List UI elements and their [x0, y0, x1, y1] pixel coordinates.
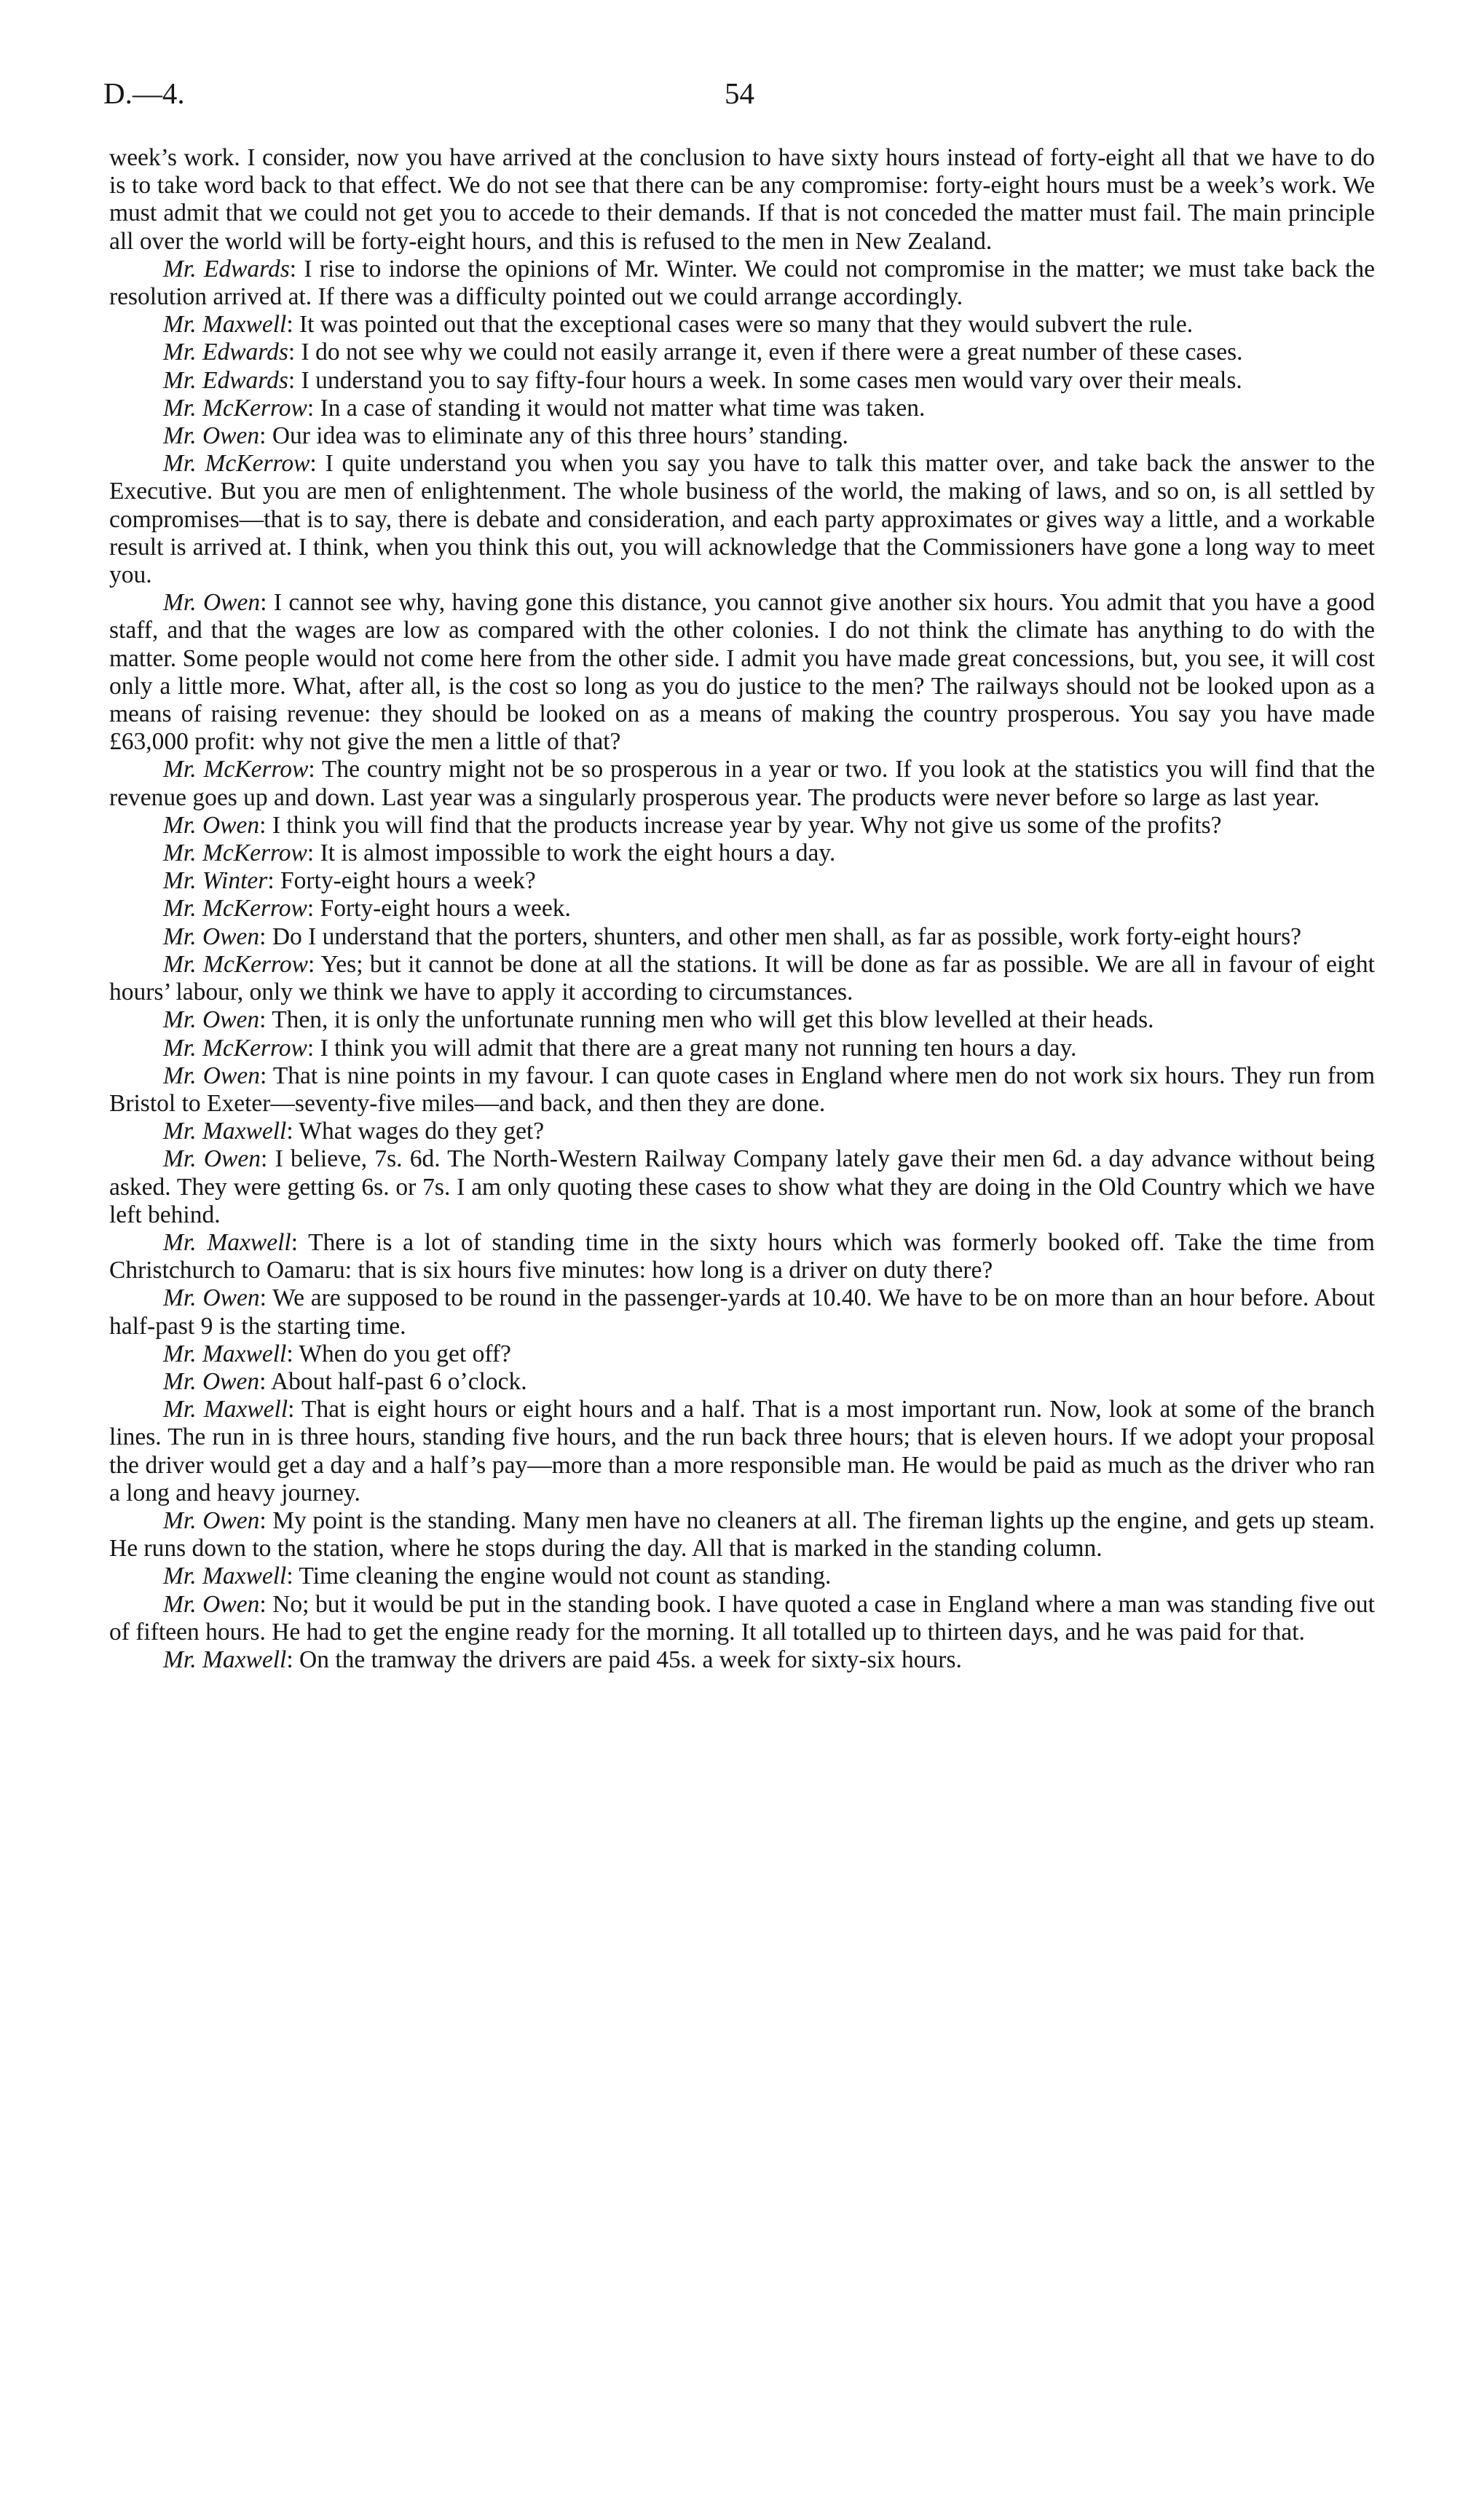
page-body — [109, 144, 1375, 1674]
paragraph-text: : I rise to indorse the opinions of Mr. Winter. We could not compromise in the matter; we must take back the resolution arrived at. If there was a difficulty pointed out we could arrange accordingly. — [109, 255, 1375, 311]
paragraph-text: : Time cleaning the engine would not count as standing. — [286, 1563, 832, 1590]
speaker-name: Mr. Owen — [163, 923, 260, 950]
paragraph-text: : In a case of standing it would not matter what time was taken. — [307, 394, 926, 422]
paragraph-text: : I cannot see why, having gone this distance, you cannot give another six hours. You admit that you have a good staff, and that the wages are low as compared with the other colonies. I do not think the climate has anything to do with the matter. Some people would not come here from the other side. I admit you have made great concessions, but, you see, it will cost only a little more. What, after all, is the cost so long as you do justice to the men? The railways should not be looked upon as a means of raising revenue: they should be looked on as a means of making the country prosperous. You say you have made £63,000 profit: why not give the men a little of that? — [109, 589, 1375, 756]
paragraph — [109, 450, 1375, 589]
speaker-name: Mr. Owen — [163, 1590, 260, 1618]
speaker-name: Mr. McKerrow — [163, 756, 309, 783]
paragraph — [109, 1062, 1375, 1118]
paragraph — [109, 951, 1375, 1006]
paragraph — [109, 311, 1375, 339]
paragraph-text: : Our idea was to eliminate any of this three hours’ standing. — [259, 422, 848, 450]
paragraph — [109, 1035, 1375, 1062]
paragraph-text: : No; but it would be put in the standing book. I have quoted a case in England where a man was standing five out of fifteen hours. He had to get the engine ready for the morning. It all totalled up to thirteen days, and he was paid for that. — [109, 1590, 1375, 1646]
paragraph — [109, 867, 1375, 895]
speaker-name: Mr. Owen — [163, 422, 260, 450]
paragraph-text: : That is eight hours or eight hours and a half. That is a most important run. Now, look at some of the branch lines. The run in is three hours, standing five hours, and the run back three hours; that is eleven hours. If we adopt your proposal the driver would get a day and a half’s pay—more than a more responsible man. He would be paid as much as the driver who ran a long and heavy journey. — [109, 1396, 1375, 1506]
paragraph-text: : What wages do they get? — [286, 1118, 545, 1145]
paragraph-text: : Then, it is only the unfortunate running men who will get this blow levelled at their heads. — [259, 1006, 1154, 1034]
paragraph-text: : I believe, 7s. 6d. The North-Western Railway Company lately gave their men 6d. a day advance without being asked. They were getting 6s. or 7s. I am only quoting these cases to show what they are doing in the Old Country which we have left behind. — [109, 1145, 1376, 1228]
paragraph — [109, 1507, 1375, 1563]
paragraph — [109, 1284, 1375, 1340]
paragraph-text: : I quite understand you when you say you have to talk this matter over, and take back the answer to the Executive. But you are men of enlightenment. The whole business of the world, the making of laws, and so on, is all settled by compromises—that is to say, there is debate and consideration, and each party approximates or gives way a little, and a workable result is arrived at. I think, when you think this out, you will acknowledge that the Commissioners have gone a long way to meet you. — [109, 450, 1375, 589]
paragraph — [109, 1368, 1375, 1396]
paragraph-text: : About half-past 6 o’clock. — [259, 1367, 527, 1395]
page-number: 54 — [725, 76, 754, 110]
paragraph — [109, 1229, 1375, 1284]
speaker-name: Mr. Winter — [163, 867, 268, 895]
speaker-name: Mr. Maxwell — [163, 311, 287, 339]
speaker-name: Mr. McKerrow — [163, 1034, 307, 1062]
paragraph — [109, 812, 1375, 840]
paragraph-text: : That is nine points in my favour. I can quote cases in England where men do not work six hours. They run from Bristol to Exeter—seventy-five miles—and back, and then they are done. — [109, 1062, 1375, 1117]
paragraph — [109, 367, 1375, 395]
paragraph — [109, 395, 1375, 422]
paragraph-text: : I think you will find that the products increase year by year. Why not give us some of the profits? — [259, 811, 1222, 839]
paragraph — [109, 1646, 1375, 1674]
speaker-name: Mr. McKerrow — [163, 895, 307, 923]
speaker-name: Mr. Owen — [163, 1367, 260, 1395]
paragraph-text: week’s work. I consider, now you have arrived at the conclusion to have sixty hours instead of forty-eight all that we have to do is to take word back to that effect. We do not see that there can be any compromise: forty-eight hours must be a week’s work. We must admit that we could not get you to accede to their demands. If that is not conceded the matter must fail. The main principle all over the world will be forty-eight hours, and this is refused to the men in New Zealand. — [109, 144, 1375, 255]
paragraph — [109, 923, 1375, 951]
speaker-name: Mr. Maxwell — [163, 1228, 291, 1256]
paragraph — [109, 1118, 1375, 1145]
paragraph-text: : The country might not be so prosperous in a year or two. If you look at the statistics you will find that the revenue goes up and down. Last year was a singularly prosperous year. The products were never before so large as last year. — [109, 756, 1375, 811]
speaker-name: Mr. Edwards — [163, 339, 288, 366]
speaker-name: Mr. Owen — [163, 1145, 261, 1173]
paragraph-text: : My point is the standing. Many men have no cleaners at all. The fireman lights up the engine, and gets up steam. He runs down to the station, where he stops during the day. All that is marked in the standing column. — [109, 1506, 1376, 1563]
paragraph — [109, 1563, 1375, 1590]
paragraph — [109, 1340, 1375, 1368]
speaker-name: Mr. Maxwell — [163, 1563, 287, 1590]
speaker-name: Mr. Maxwell — [163, 1646, 287, 1673]
speaker-name: Mr. Maxwell — [163, 1118, 287, 1145]
paragraph — [109, 589, 1375, 756]
paragraph-text: : There is a lot of standing time in the sixty hours which was formerly booked off. Take the time from Christchurch to Oamaru: that is six hours five minutes: how long is a driver on duty there? — [109, 1228, 1375, 1284]
document-reference: D.—4. — [103, 76, 185, 110]
speaker-name: Mr. McKerrow — [163, 950, 308, 978]
paragraph-text: : When do you get off? — [286, 1340, 511, 1367]
paragraph-text: : I do not see why we could not easily arrange it, even if there were a great number of these cases. — [288, 339, 1243, 366]
speaker-name: Mr. Owen — [163, 1062, 260, 1089]
paragraph — [109, 840, 1375, 867]
speaker-name: Mr. McKerrow — [163, 394, 307, 422]
speaker-name: Mr. Maxwell — [163, 1396, 288, 1423]
page-header — [0, 76, 1479, 119]
paragraph — [109, 756, 1375, 811]
speaker-name: Mr. Edwards — [163, 366, 288, 394]
paragraph — [109, 895, 1375, 923]
paragraph — [109, 422, 1375, 450]
paragraph — [109, 1006, 1375, 1034]
speaker-name: Mr. Owen — [163, 589, 261, 617]
speaker-name: Mr. Owen — [163, 811, 260, 839]
speaker-name: Mr. Owen — [163, 1006, 260, 1034]
paragraph — [109, 1145, 1375, 1229]
paragraph-text: : I think you will admit that there are a great many not running ten hours a day. — [307, 1034, 1077, 1062]
paragraph-text: : Yes; but it cannot be done at all the stations. It will be done as far as possible. We are all in favour of eight hours’ labour, only we think we have to apply it according to circumstances. — [109, 950, 1375, 1006]
paragraph-text: : Forty-eight hours a week. — [307, 895, 571, 923]
paragraph — [109, 256, 1375, 311]
paragraph — [109, 339, 1375, 366]
speaker-name: Mr. Maxwell — [163, 1340, 287, 1367]
paragraph-text: : On the tramway the drivers are paid 45s. a week for sixty-six hours. — [286, 1646, 962, 1673]
paragraph — [109, 144, 1375, 256]
paragraph — [109, 1591, 1375, 1646]
paragraph — [109, 1396, 1375, 1507]
speaker-name: Mr. McKerrow — [163, 840, 307, 867]
speaker-name: Mr. Owen — [163, 1284, 260, 1312]
speaker-name: Mr. Edwards — [163, 255, 290, 283]
paragraph-text: : Forty-eight hours a week? — [267, 867, 536, 895]
paragraph-text: : We are supposed to be round in the passenger-yards at 10.40. We have to be on more than an hour before. About half-past 9 is the starting time. — [109, 1284, 1375, 1340]
paragraph-text: : I understand you to say fifty-four hours a week. In some cases men would vary over their meals. — [288, 366, 1242, 394]
paragraph-text: : It was pointed out that the exceptional cases were so many that they would subvert the rule. — [286, 311, 1194, 339]
speaker-name: Mr. Owen — [163, 1506, 260, 1534]
paragraph-text: : It is almost impossible to work the eight hours a day. — [307, 840, 836, 867]
speaker-name: Mr. McKerrow — [163, 450, 310, 478]
paragraph-text: : Do I understand that the porters, shunters, and other men shall, as far as possible, work forty-eight hours? — [259, 923, 1301, 950]
